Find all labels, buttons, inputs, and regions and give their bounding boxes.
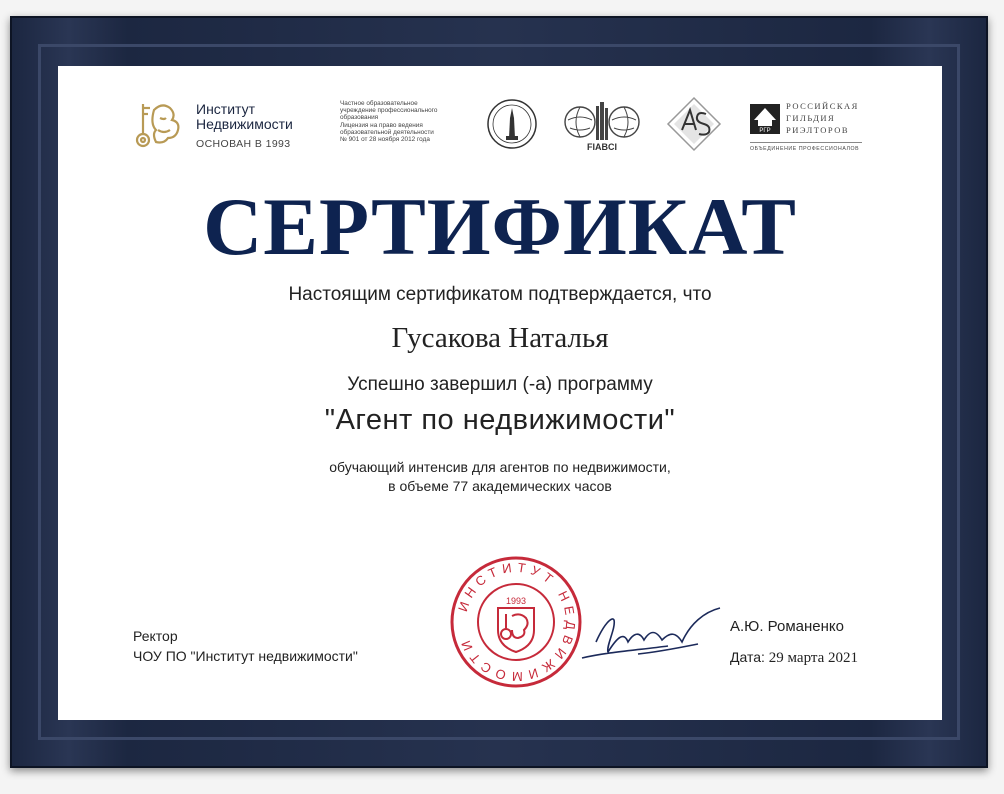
license-line: образования — [340, 114, 379, 122]
svg-text:ИНСТИТУТ НЕДВИЖИМОСТИ — [455, 560, 578, 685]
stamp-year: 1993 — [505, 596, 527, 606]
institute-logo — [134, 98, 324, 154]
rector-org: ЧОУ ПО "Институт недвижимости" — [133, 648, 358, 664]
completed-text: Успешно завершил (-а) программу — [347, 374, 653, 395]
key-lion-icon — [134, 100, 182, 150]
institute-name-line2: Недвижимости — [196, 116, 293, 132]
fiabci-label: FIABCI — [587, 142, 617, 152]
rgr-divider — [750, 142, 862, 143]
stamp-key-icon — [501, 614, 528, 639]
rgr-logo — [748, 100, 878, 156]
official-stamp — [446, 552, 586, 692]
description-line1: обучающий интенсив для агентов по недвижимости, — [329, 459, 671, 475]
rgr-house-icon — [750, 104, 780, 134]
rgr-name-line3: РИЭЛТОРОВ — [786, 125, 850, 135]
rgr-emblem — [750, 104, 780, 134]
license-line: образовательной деятельности — [340, 128, 434, 136]
license-line: Частное образовательное — [340, 100, 418, 107]
stamp-text: ИНСТИТУТ НЕДВИЖИМОСТИ — [455, 559, 579, 685]
description-line2: в объеме 77 академических часов — [388, 478, 612, 494]
institute-founded: ОСНОВАН В 1993 — [196, 138, 291, 150]
confirm-text: Настоящим сертификатом подтверждается, что — [288, 284, 712, 305]
diamond-logo-icon — [666, 96, 722, 152]
rector-title: Ректор — [133, 628, 178, 644]
certificate-title: СЕРТИФИКАТ — [203, 181, 797, 272]
program-name: "Агент по недвижимости" — [324, 404, 676, 436]
tower-seal-icon — [486, 98, 538, 150]
signer-name: А.Ю. Романенко — [730, 618, 844, 635]
globe-icon — [562, 100, 642, 142]
license-line: учреждение профессионального — [340, 107, 438, 115]
rgr-name-line1: РОССИЙСКАЯ — [786, 101, 859, 111]
license-text — [340, 100, 470, 143]
license-line: Лицензия на право ведения — [340, 121, 423, 129]
rgr-name — [786, 100, 859, 136]
signature — [578, 602, 728, 672]
date-value: 29 марта 2021 — [768, 650, 859, 666]
certificate-paper — [58, 66, 942, 720]
logos-row — [58, 96, 942, 156]
license-line: № 901 от 28 ноября 2012 года — [340, 136, 430, 144]
rgr-subtitle: ОБЪЕДИНЕНИЕ ПРОФЕССИОНАЛОВ — [750, 146, 860, 152]
institute-name-line1: Институт — [196, 101, 256, 117]
date-block — [730, 649, 858, 667]
program-description — [58, 458, 942, 496]
date-label: Дата: — [730, 649, 765, 665]
rector-block — [133, 626, 358, 666]
rgr-name-line2: ГИЛЬДИЯ — [786, 113, 836, 123]
recipient-name: Гусакова Наталья — [391, 322, 609, 354]
rgr-box-label: РГР — [759, 128, 771, 134]
institute-name — [196, 102, 326, 132]
fiabci-logo — [562, 100, 642, 154]
